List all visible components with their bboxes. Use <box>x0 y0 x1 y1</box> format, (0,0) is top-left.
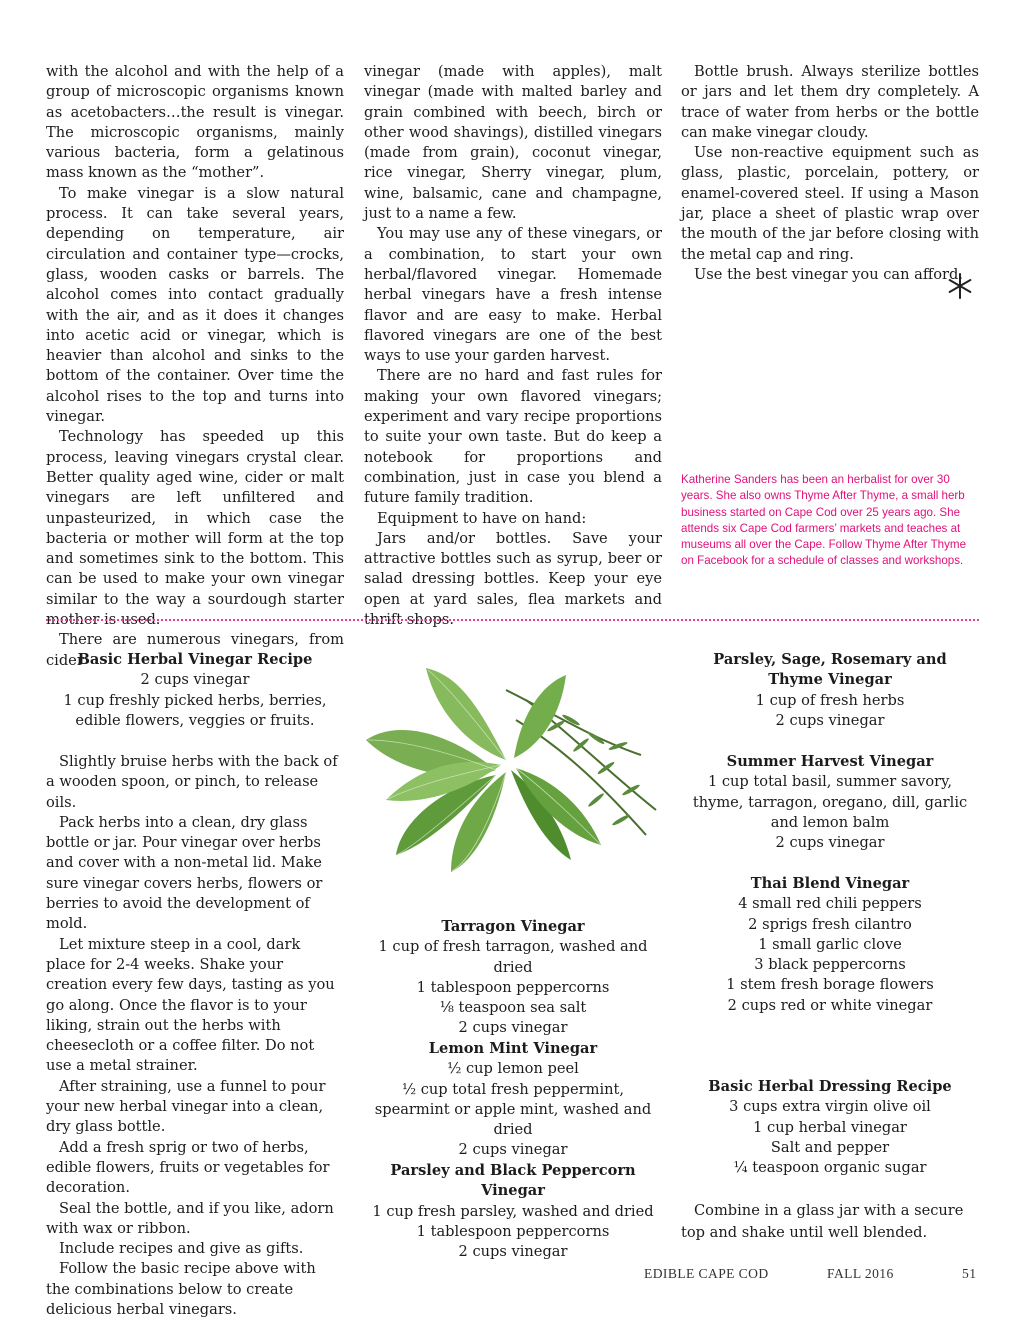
step: Let mixture steep in a cool, dark place for 2-4 weeks. Shake your creation every few days, tasting as you go along. Once the flavor is to your liking, strain out the herbs with cheesecloth or a coffee filter. Do not use a metal strainer. <box>46 935 335 1075</box>
lemon-mint-recipe <box>364 1039 662 1161</box>
ingredient: 1 cup fresh parsley, washed and dried <box>372 1202 654 1220</box>
thai-blend-recipe <box>681 874 979 1016</box>
paragraph: There are numerous vinegars, from cider <box>46 631 344 669</box>
footer-publication: EDIBLE CAPE COD <box>644 1266 769 1281</box>
ingredient: 1 cup of fresh tarragon, washed and dried <box>378 938 648 976</box>
paragraph: Jars and/or bottles. Save your attractive bottles such as syrup, beer or salad dressing bottles. Keep your eye open at yard sales, flea markets and thrift shops. <box>364 529 662 629</box>
recipe-title: Lemon Mint Vinegar <box>428 1040 598 1057</box>
recipe-title: Summer Harvest Vinegar <box>726 753 934 770</box>
ingredient: 1 cup freshly picked herbs, berries, edible flowers, veggies or fruits. <box>63 691 327 729</box>
psrt-recipe <box>681 650 979 731</box>
ingredient: ¼ teaspoon organic sugar <box>733 1159 927 1177</box>
parsley-pepper-recipe <box>364 1161 662 1262</box>
end-mark-asterisk-icon <box>944 270 976 302</box>
author-bio: Katherine Sanders has been an herbalist for over 30 years. She also owns Thyme After Thyme, a small herb business started on Cape Cod over 25 years ago. She attends six Cape Cod farmers’ markets and teaches at museums all over the Cape. Follow Thyme After Thyme on Facebook for a schedule of classes and workshops. <box>681 473 967 568</box>
paragraph: You may use any of these vinegars, or a combination, to start your own herbal/flavored vinegar. Homemade herbal vinegars have a fresh intense flavor and are easy to make. Herbal flavored vinegars are one of the best ways to use your garden harvest. <box>364 225 662 365</box>
recipe-title: Thai Blend Vinegar <box>750 875 910 892</box>
paragraph: Use the best vinegar you can afford. <box>694 265 963 283</box>
paragraph: Bottle brush. Always sterilize bottles or jars and let them dry completely. A trace of water from herbs or the bottle can make vinegar cloudy. <box>681 63 979 141</box>
paragraph: There are no hard and fast rules for making your own flavored vinegars; experiment and vary recipe proportions to suite your own taste. But do keep a notebook for proportions and combination, just in case you blend a future family tradition. <box>364 367 662 507</box>
ingredient: 1 small garlic clove <box>758 935 902 953</box>
ingredient: 1 tablespoon peppercorns <box>416 1222 610 1240</box>
ingredient: ⅛ teaspoon sea salt <box>439 999 587 1017</box>
article-column-2 <box>364 62 662 630</box>
tarragon-recipe <box>364 917 662 1039</box>
dressing-instructions <box>681 1200 979 1244</box>
ingredient: Salt and pepper <box>770 1138 890 1156</box>
ingredient: 3 black peppercorns <box>754 956 906 974</box>
ingredient: 2 cups vinegar <box>458 1243 568 1261</box>
recipe-title: Parsley and Black Peppercorn Vinegar <box>390 1162 636 1200</box>
paragraph: Use non-reactive equipment such as glass, plastic, porcelain, pottery, or enamel-covered steel. If using a Mason jar, place a sheet of plastic wrap over the mouth of the jar before closing with the metal cap and ring. <box>681 144 979 263</box>
recipe-title: Parsley, Sage, Rosemary and Thyme Vinegar <box>713 651 947 689</box>
ingredient: 1 tablespoon peppercorns <box>416 978 610 996</box>
ingredient: 2 cups vinegar <box>775 711 885 729</box>
ingredient: 2 cups vinegar <box>458 1019 568 1037</box>
instructions: Combine in a glass jar with a secure top and shake until well blended. <box>681 1202 964 1241</box>
summer-harvest-recipe <box>681 752 979 853</box>
dressing-recipe <box>681 1077 979 1178</box>
ingredient: 1 cup of fresh herbs <box>755 691 905 709</box>
article-column-1 <box>46 62 344 671</box>
basic-recipe-header <box>46 650 344 731</box>
section-divider <box>46 619 979 621</box>
paragraph: Technology has speeded up this process, leaving vinegars crystal clear. Better quality aged wine, cider or malt vinegars are left unfiltered and unpasteurized, in which case the bacteria or mother will form at the top and sometimes sink to the bottom. This can be used to make your own vinegar similar to the way a sourdough starter mother is used. <box>46 428 344 629</box>
footer-issue: FALL 2016 <box>827 1266 894 1281</box>
ingredient: 3 cups extra virgin olive oil <box>729 1098 931 1116</box>
step: Pack herbs into a clean, dry glass bottle or jar. Pour vinegar over herbs and cover with a non-metal lid. Make sure vinegar covers herbs, flowers or berries to avoid the development of mold. <box>46 813 323 933</box>
paragraph: To make vinegar is a slow natural process. It can take several years, depending on temperature, air circulation and container type—crocks, glass, wooden casks or barrels. The alcohol comes into contact gradually with the air, and as it does it changes into acetic acid or vinegar, which is heavier than alcohol and sinks to the bottom of the container. Over time the alcohol rises to the top and turns into vinegar. <box>46 184 344 426</box>
step: After straining, use a funnel to pour your new herbal vinegar into a clean, dry glass bottle. <box>46 1077 326 1136</box>
ingredient: ½ cup total fresh peppermint, spearmint or apple mint, washed and dried <box>374 1080 652 1139</box>
recipe-title: Tarragon Vinegar <box>441 918 585 935</box>
basic-recipe-steps <box>46 752 344 1320</box>
step: Add a fresh sprig or two of herbs, edible flowers, fruits or vegetables for decoration. <box>46 1138 330 1197</box>
recipe-title: Basic Herbal Dressing Recipe <box>708 1078 952 1095</box>
ingredient: 1 cup total basil, summer savory, thyme, tarragon, oregano, dill, garlic and lemon balm <box>692 773 968 831</box>
ingredient: 2 cups vinegar <box>458 1141 568 1159</box>
ingredient: 4 small red chili peppers <box>738 895 922 913</box>
ingredient: ½ cup lemon peel <box>447 1060 579 1078</box>
paragraph: with the alcohol and with the help of a group of microscopic organisms known as acetobacters…the result is vinegar. The microscopic organisms, mainly various bacteria, form a gelatinous mass known as the “mother”. <box>46 63 344 182</box>
step: Slightly bruise herbs with the back of a wooden spoon, or pinch, to release oils. <box>46 753 338 811</box>
herb-bundle-image <box>356 660 672 875</box>
article-column-3 <box>681 62 979 285</box>
paragraph: vinegar (made with apples), malt vinegar (made with malted barley and grain combined with beech, birch or other wood shavings), distilled vinegars (made from grain), coconut vinegar, rice vinegar, Sherry vinegar, plum, wine, balsamic, cane and champagne, just to a name a few. <box>364 63 662 223</box>
paragraph: Equipment to have on hand: <box>377 509 587 527</box>
ingredient: 1 stem fresh borage flowers <box>726 976 934 994</box>
page-number: 51 <box>962 1266 977 1281</box>
ingredient: 2 sprigs fresh cilantro <box>748 915 912 933</box>
ingredient: 2 cups vinegar <box>775 834 885 852</box>
ingredient: 2 cups vinegar <box>140 671 250 689</box>
step: Include recipes and give as gifts. <box>59 1240 304 1258</box>
ingredient: 2 cups red or white vinegar <box>727 996 933 1014</box>
recipe-title: Basic Herbal Vinegar Recipe <box>77 651 313 668</box>
step: Seal the bottle, and if you like, adorn with wax or ribbon. <box>46 1199 334 1237</box>
step: Follow the basic recipe above with the combinations below to create delicious herbal vinegars. <box>46 1260 316 1319</box>
ingredient: 1 cup herbal vinegar <box>753 1118 907 1136</box>
